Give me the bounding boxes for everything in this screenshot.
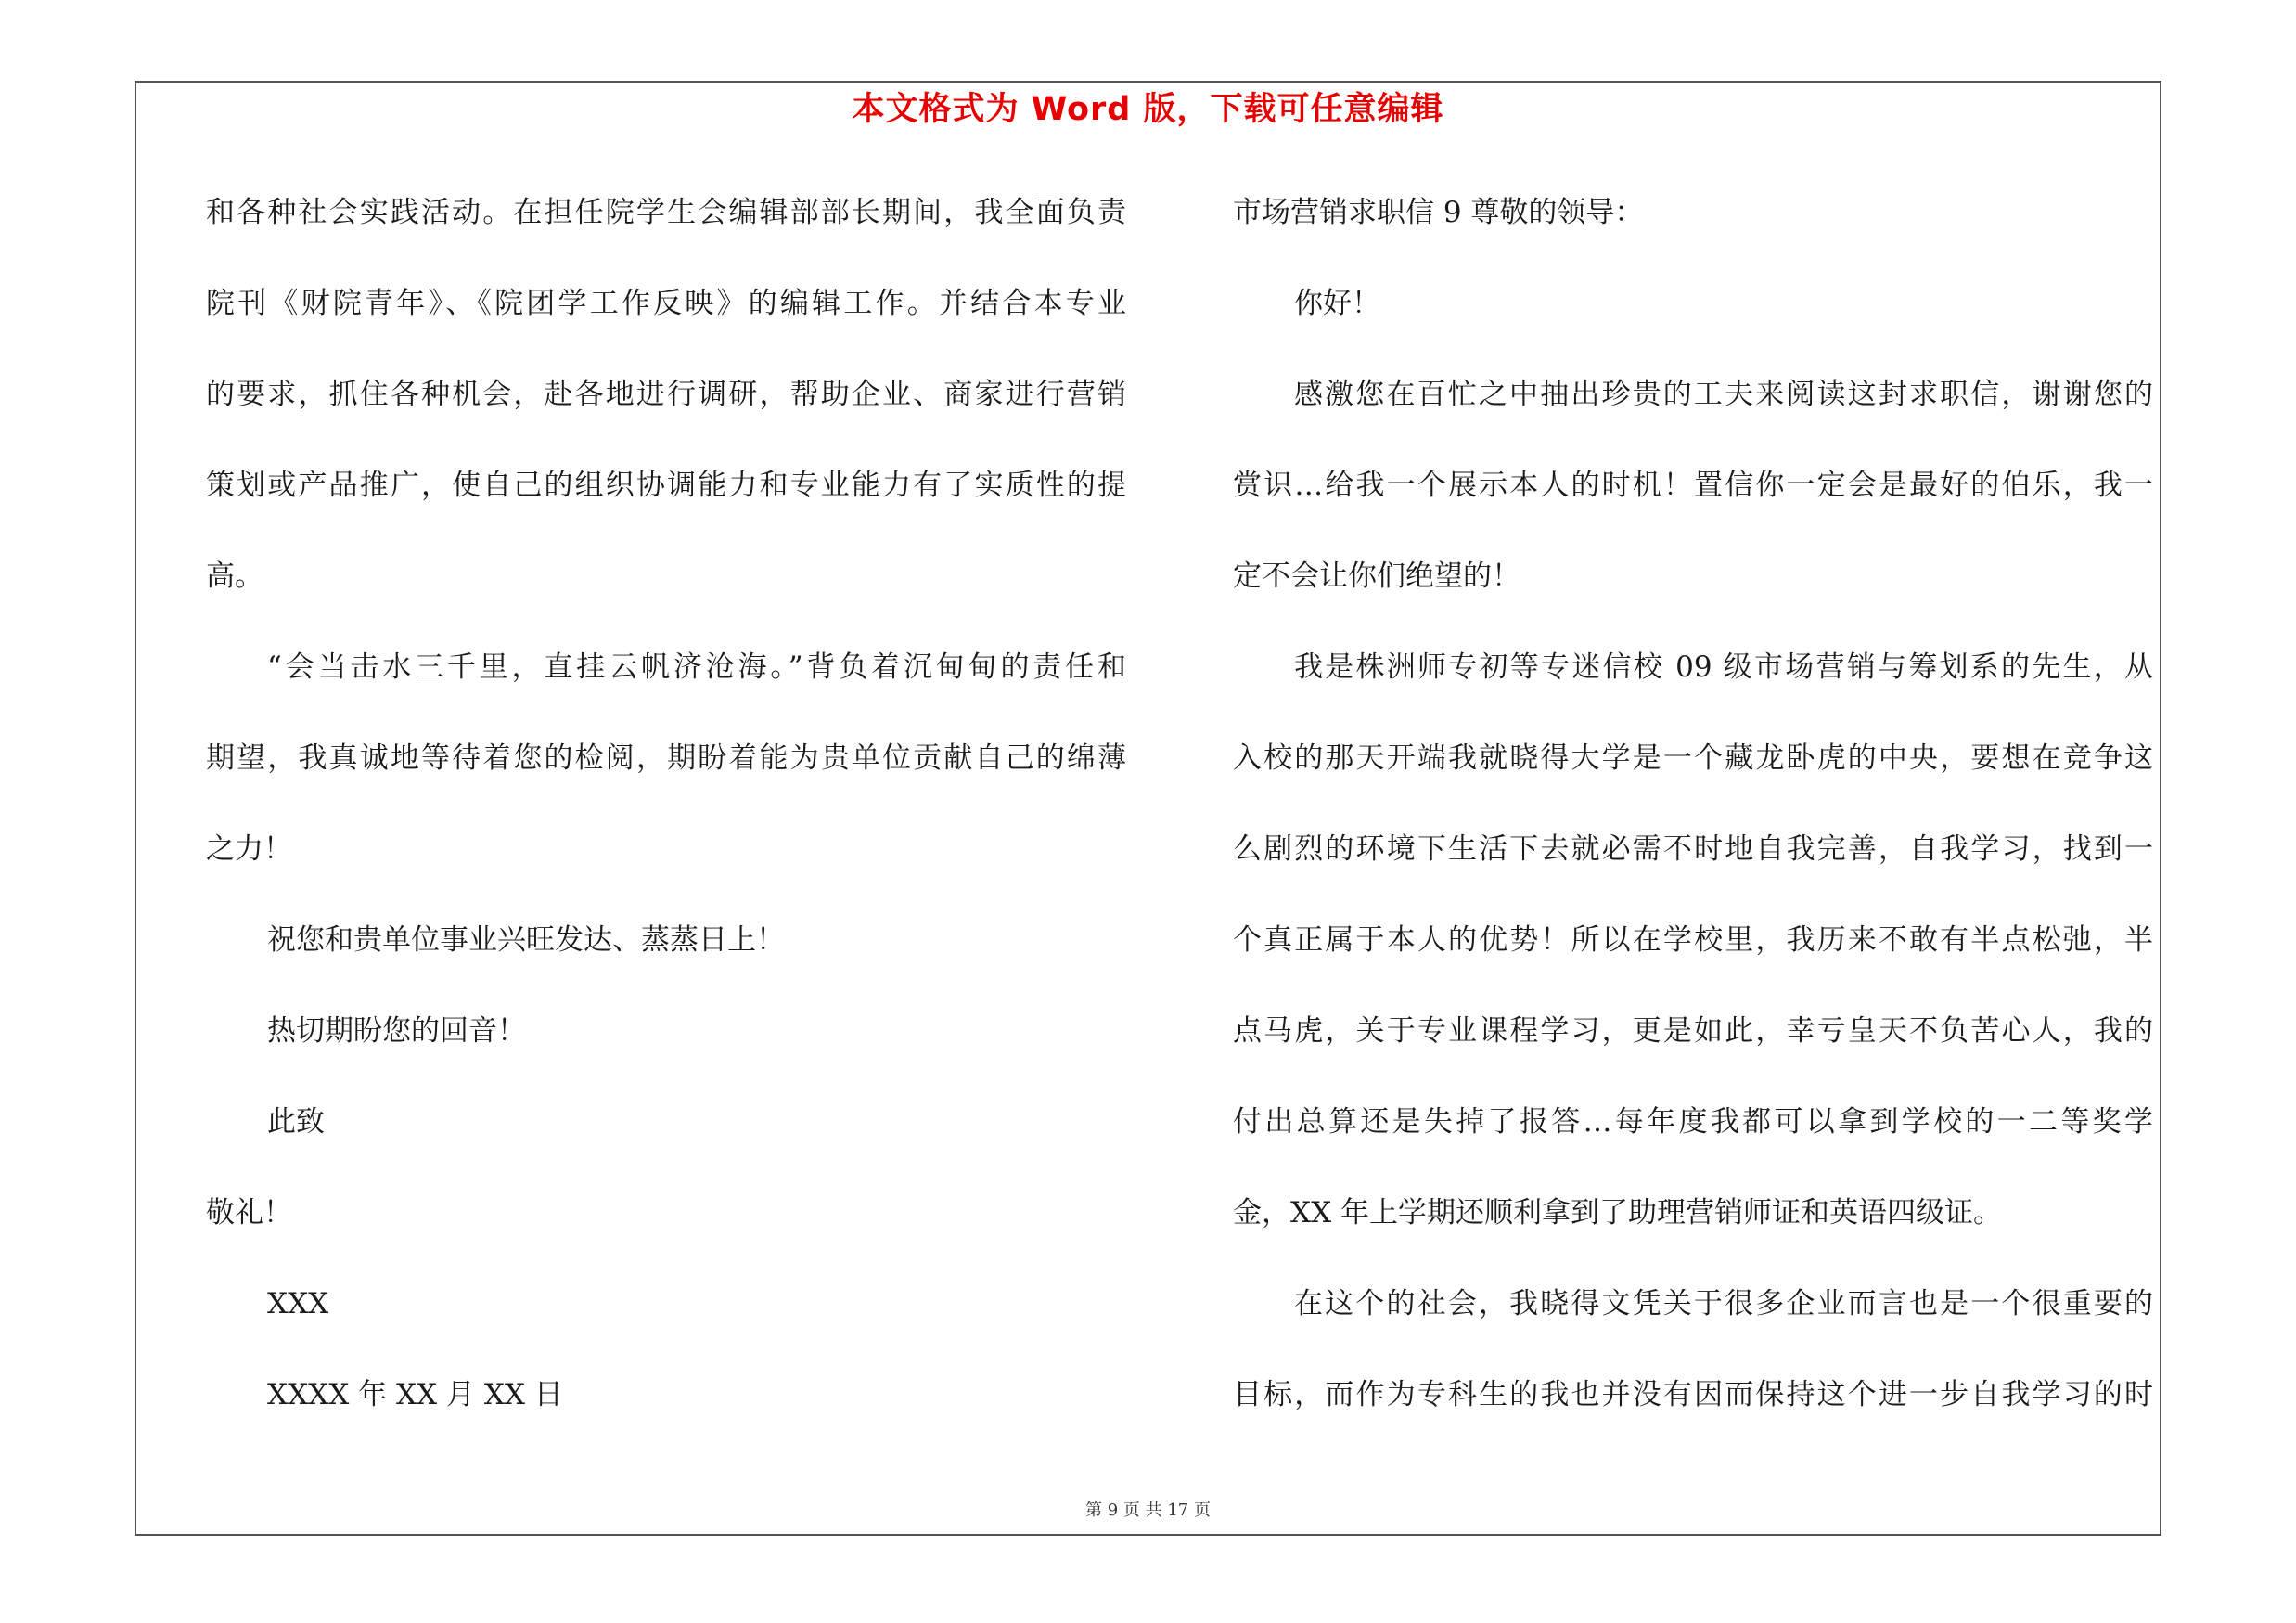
left-line-12: 敬礼！ [206, 1196, 292, 1230]
right-line-4: 赏识…给我一个展示本人的时机！置信你一定会是最好的伯乐，我一 [1233, 469, 2153, 502]
page-number-footer: 第 9 页 共 17 页 [1085, 1501, 1211, 1520]
right-line-11: 付出总算还是失掉了报答…每年度我都可以拿到学校的一二等奖学 [1233, 1105, 2153, 1139]
right-line-14: 目标，而作为专科生的我也并没有因而保持这个进一步自我学习的时 [1233, 1378, 2153, 1411]
format-banner: 本文格式为 Word 版，下载可任意编辑 [852, 91, 1444, 128]
right-line-10: 点马虎，关于专业课程学习，更是如此，幸亏皇天不负苦心人，我的 [1233, 1014, 2153, 1048]
left-line-2: 院刊《财院青年》、《院团学工作反映》的编辑工作。并结合本专业 [206, 287, 1126, 320]
left-line-5: 高。 [206, 560, 263, 593]
right-line-3: 感激您在百忙之中抽出珍贵的工夫来阅读这封求职信，谢谢您的 [1294, 378, 2153, 411]
right-line-2: 你好！ [1294, 287, 1380, 320]
right-column [1233, 185, 2153, 1458]
left-line-9: 祝您和贵单位事业兴旺发达、蒸蒸日上！ [267, 923, 785, 957]
left-line-3: 的要求，抓住各种机会，赴各地进行调研，帮助企业、商家进行营销 [206, 378, 1126, 411]
left-line-8: 之力！ [206, 832, 292, 866]
left-line-1: 和各种社会实践活动。在担任院学生会编辑部部长期间，我全面负责 [206, 196, 1126, 229]
left-line-14: XXXX 年 XX 月 XX 日 [267, 1378, 563, 1411]
left-column [206, 185, 1126, 1458]
right-line-9: 个真正属于本人的优势！所以在学校里，我历来不敢有半点松弛，半 [1233, 923, 2153, 957]
left-line-7: 期望，我真诚地等待着您的检阅，期盼着能为贵单位贡献自己的绵薄 [206, 741, 1126, 775]
right-line-7: 入校的那天开端我就晓得大学是一个藏龙卧虎的中央，要想在竞争这 [1233, 741, 2153, 775]
left-line-13: XXX [267, 1287, 329, 1320]
right-line-5: 定不会让你们绝望的！ [1233, 560, 1520, 593]
left-line-6: “会当击水三千里，直挂云帆济沧海。”背负着沉甸甸的责任和 [267, 650, 1126, 684]
left-line-10: 热切期盼您的回音！ [267, 1014, 526, 1048]
left-line-11: 此致 [267, 1105, 325, 1139]
right-line-13: 在这个的社会，我晓得文凭关于很多企业而言也是一个很重要的 [1294, 1287, 2153, 1320]
left-line-4: 策划或产品推广，使自己的组织协调能力和专业能力有了实质性的提 [206, 469, 1126, 502]
right-line-6: 我是株洲师专初等专迷信校 09 级市场营销与筹划系的先生，从 [1294, 650, 2153, 684]
right-line-1: 市场营销求职信 9 尊敬的领导： [1233, 196, 1644, 229]
right-line-12: 金，XX 年上学期还顺利拿到了助理营销师证和英语四级证。 [1233, 1196, 2002, 1230]
right-line-8: 么剧烈的环境下生活下去就必需不时地自我完善，自我学习，找到一 [1233, 832, 2153, 866]
